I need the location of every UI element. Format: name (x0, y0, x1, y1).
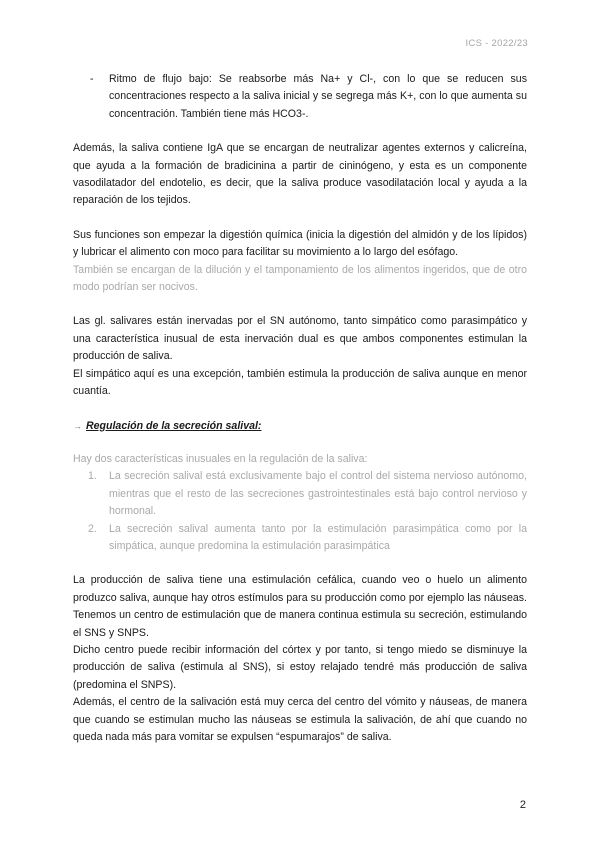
list-item (73, 468, 527, 520)
page-number: 2 (519, 799, 526, 811)
list-item-text: La secreción salival aumenta tanto por la estimulación parasimpática como por la simpática, aunque predomina la estimulación parasimpática (109, 522, 527, 552)
list-item (73, 71, 527, 123)
list-item-text: La secreción salival está exclusivamente bajo el control del sistema nervioso autónomo, mientras que el resto de las secreciones gastrointestinales está bajo control nervioso y hormonal. (109, 470, 527, 518)
paragraph-vomit-center: Además, el centro de la salivación está muy cerca del centro del vómito y náuseas, de manera que cuando se estimulan mucho las náuseas se estimula la salivación, de ahí que cuando no queda nada más para vomitar se expulsen “espumarajos” de saliva. (73, 696, 527, 743)
list-number: 2. (88, 522, 97, 535)
section-heading (73, 418, 527, 435)
regulation-list (73, 468, 527, 555)
dash-marker: - (90, 73, 94, 85)
document-body (73, 71, 527, 746)
paragraph-innervation: Las gl. salivares están inervadas por el SN autónomo, tanto simpático como parasimpático y una característica inusual de esta inervación dual es que ambos componentes estimulan la producción de saliva. (73, 315, 527, 363)
list-item (73, 521, 527, 556)
heading-text: Regulación de la secreción salival: (86, 419, 262, 432)
regulation-intro: Hay dos características inusuales en la regulación de la saliva: (73, 452, 368, 465)
list-number: 1. (88, 470, 97, 483)
paragraph-cortex: Dicho centro puede recibir información del córtex y por tanto, si tengo miedo se disminuye la producción de saliva (estimula al SNS), si estoy relajado tendré más producción de saliva (predomina el SNPS). (73, 643, 527, 691)
arrow-icon: → (73, 420, 82, 431)
paragraph-sympathetic: El simpático aquí es una excepción, también estimula la producción de saliva aunque en menor cuantía. (73, 367, 527, 398)
paragraph-cephalic: La producción de saliva tiene una estimulación cefálica, cuando veo o huelo un alimento produzco saliva, aunque hay otros estímulos para su producción como por ejemplo las náuseas. Tenemos un centro de estimulación que de manera continua estimula su secreción, estimulando el SNS y SNPS. (73, 574, 527, 639)
paragraph-functions-gray: También se encargan de la dilución y el tamponamiento de los alimentos ingeridos, que de otro modo podrían ser nocivos. (73, 263, 527, 294)
paragraph-iga: Además, la saliva contiene IgA que se encargan de neutralizar agentes externos y calicreína, que ayuda a la formación de bradicinina a partir de cininógeno, y esta es un componente vasodilatador del endotelio, es decir, que la saliva produce vasodilatación local y ayuda a la reparación de los tejidos. (73, 142, 527, 207)
page-header: ICS - 2022/23 (465, 38, 528, 49)
list-item-text: Ritmo de flujo bajo: Se reabsorbe más Na+ y Cl-, con lo que se reducen sus concentraciones respecto a la saliva inicial y se segrega más K+, con lo que aumenta su concentración. También tiene más HCO3-. (109, 73, 527, 120)
paragraph-functions: Sus funciones son empezar la digestión química (inicia la digestión del almidón y de los lípidos) y lubricar el alimento con moco para facilitar su movimiento a lo largo del esófago. (73, 228, 527, 259)
